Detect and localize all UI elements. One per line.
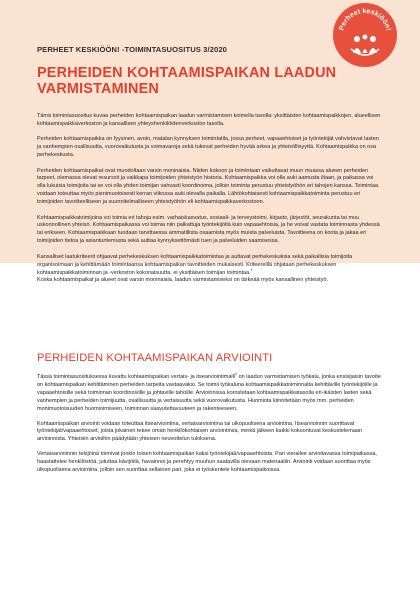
intro-paragraph-1: Tämä toimintasuositus kuvaa perheiden kohtaamispaikan laadun varmistamisen koimella tasolla: yksittäisten kohtaamispaikkojen, alueellisen kohtaamispaikkaverkoston ja kansallisen yhteyshenkilöidenverkoston tasolla. [37, 113, 381, 127]
perheet-keskioon-logo [333, 3, 397, 67]
section-title-arviointi: PERHEIDEN KOHTAAMISPAIKAN ARVIOINTI [37, 352, 273, 364]
title-line-2: VARMISTAMINEN [37, 80, 159, 97]
svg-text:Perheet keskiöön!: Perheet keskiöön! [338, 7, 392, 32]
intro-paragraph-5-text: Kansalliset laatukriteerit ohjaavat perhekeskuksen kohtaamispaikkatoimintaa ja auttavat perhekeskuksia sekä paikallisia toimijoita organisoimaan ja kehittämään toimintaansa kohtaamispaikan tavoitteiden mukaisesti. Kriteereillä ohjataan perhekeskuksen kohtaamispaikkatoiminnan ja -verkoston kokonaisuutta, ei yksittäisen toimijan toimintaa. [37, 253, 353, 276]
logo-icon [333, 3, 397, 67]
intro-text [37, 113, 383, 293]
footnote-marker-1: 1 [250, 267, 253, 272]
title-line-1: PERHEIDEN KOHTAAMISPAIKAN LAADUN [37, 65, 337, 81]
series-label: PERHEET KESKIÖÖN! -TOIMINTASUOSITUS 3/2020 [37, 45, 227, 54]
footnote-marker-2: 2 [235, 372, 238, 377]
intro-paragraph-2: Perheiden kohtaamispaikka on fyysinen, avoin, matalan kynnyksen toimintatila, jossa perheet, vapaaehtoiset ja työntekijät vahvistavat lasten ja vanhempien osallisuutta, vuorovaikutusta ja voimavaroja sekä tukevat perheiden hyvää arkea ja yhteisöllisyyttä. Kohtaamispaikka on osa perhekeskusta. [37, 136, 379, 159]
section2-paragraph-3: Vertaisarvioinnin tekijöinä toimivat jonkin toisen kohtaamispaikan kaksi työntekijää/vapaaehtoista. Pari vierailee arvioitavassa toimipaikassa, haastattelee henkilöstöä, jututtaa kävijöitä, havainnoi ja perehtyy muuhun saatavilla olevaan materiaaliin. Arviointi voidaan suorittaa myös ulkopuolisena arviointina, jolloin sen suorittaa sellainen pari, joka ei työskentele kohtaamispaikoissa. [37, 451, 377, 474]
intro-paragraph-3: Perheiden kohtaamispaikat ovat muodoltaan varsin moninaisia. Niiden kokoon ja toimintaan vaikuttavat muun muassa alueen perheiden tarpeet, olemassa olevat resurssit ja vaikkapa toimijoiden yhteistyön historia. Kohtaamispaikka voi olla auki aamusta iltaan, ja paikassa voi olla lukuisia toimijoita tai se voi olla yhden toimijan vahvasti koordinoima, jolloin toiminta perustuu yhteistyöhön eri tahojen kanssa. Toimintaa voidaan toteuttaa myös pienimuotoisesti kerran viikossa auki olevalla paikalla. Lähtökohtaisesti kohtaamispaikkatoiminta perustuu eri toimijoiden tavoitteelliseen ja suunnitelmalliseen yhteistyöhön eli kohtaamispaikkaverkostoon. [37, 167, 379, 206]
section2-paragraph-1 [37, 374, 383, 414]
header-band [0, 0, 420, 284]
section2-p1-rest: on laadun varmistamisen työkalu, jonka ensisijaisin tavoite on kohtaamispaikan kehittäminen perheiden tarpeita vastaavaksi. Se toimii työkaluna kohtaamispaikkatoiminnalta kehittäville työntekijöille ja vapaaehtoisille sekä toiminnan koordinoiville ja johtaville tahoille. Arvioinnissa korostetaan kohtaamispaikkatasolla eri-ikäisten lasten sekä vanhempien ja perheiden toimijuutta, osallisuutta ja vertaisuutta sekä vuorovaikutusta. Huomiota kiinnitetään myös mm. perheiden monimuotoisuuden huomioimiseen, toiminnan saavutettavuuteen ja rakenteeseen. [37, 374, 381, 412]
section2-p1-start: Tässä toimintasuosituksessa kuvattu kohtaamispaikan vertais- ja itsearviointimalli [37, 374, 236, 380]
intro-paragraph-6: Koska kohtaamispaikat ja alueet ovat varsin moninaisia, laadun varmistamiseksi on tärkeää myös kansallinen yhteistyö. [37, 277, 329, 284]
section2-paragraph-2: Kohtaamispaikan arviointi voidaan toteuttaa itsearviointina, vertaisarviointina tai ulkopuolisena arviointina. Itsearvioinnin suorittavat työntekijät/vapaaehtoiset, joista jokainen tekee oman henkilökohtaisen arviointinsa, minkä jälkeen kaikki kokoontuvat keskustelemaan arvioinnista. Yhteisiin arvioihin päädytään yhteisen neuvottelun tuloksena. [37, 420, 362, 443]
section2-text [37, 374, 383, 482]
page-title [37, 66, 337, 97]
intro-paragraph-5 [37, 254, 383, 278]
intro-paragraph-4: Kohtaamispaikkatoimijoina voi toimia eri tahoja esim. varhaiskasvatus, sosiaali- ja terveystoimi, kirjasto, järjestöt, seurakunta tai muu uskonnollinen yhteisö. Kohtaamispaikassa voi toimia niin palkattuja työntekijöitä kuin vapaaehtoisia, ja he voivat vastata toiminnasta yhdessä tai erikseen. Kohtaamispaikkaan tuodaan tarvittaessa ammatillista osaamista myös muista palveluista. Tavoitteena on koota ja jakaa eri toimijoiden tietoa ja asiantuntemusta sekä auttaa kynnyksettömästi tuen ja palveluiden saamisessa. [37, 214, 380, 245]
